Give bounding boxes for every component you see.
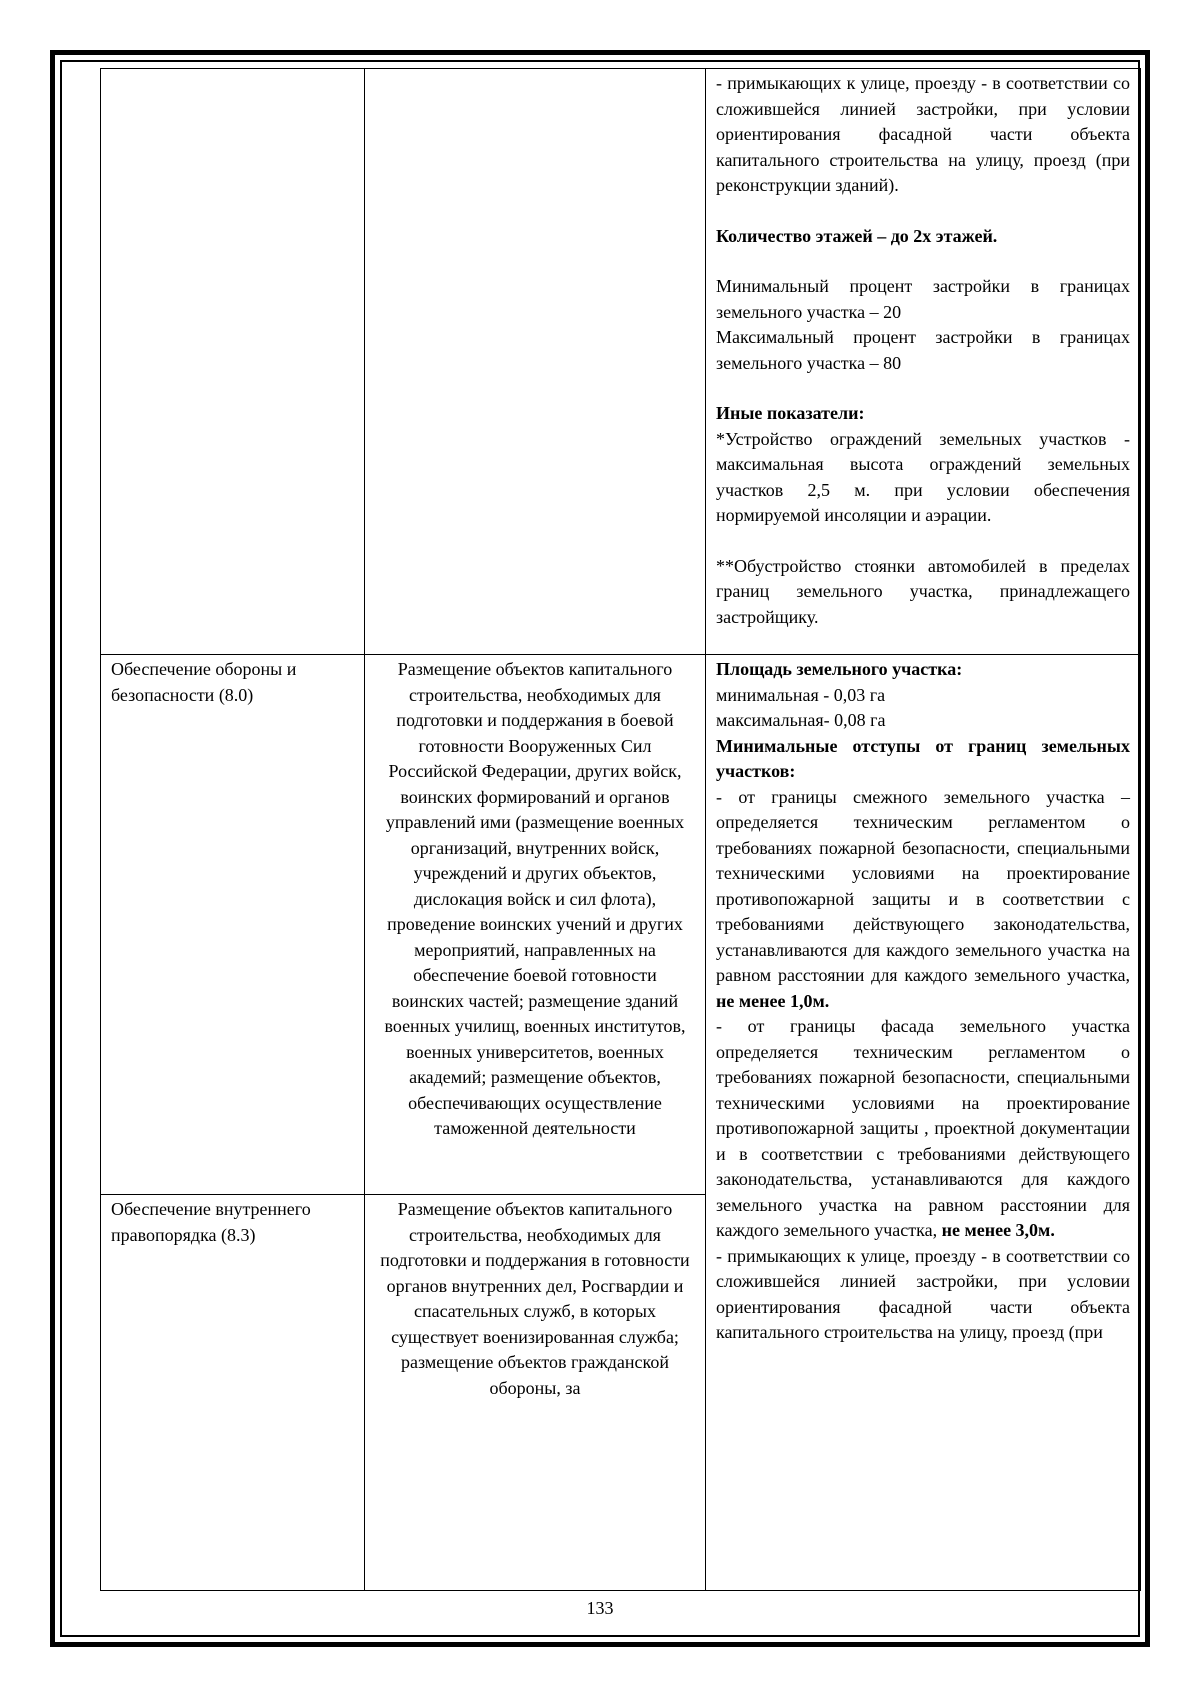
setback-adjacent: - от границы смежного земельного участка – определяется техническим регламентом о требованиях пожарной безопасности, специальными техническими условиями на проектирование противопожарной защиты и в соответствии с требованиями действующего законодательства, устанавливаются для каждого земельного участка на равном расстоянии для каждого земельного участка, не менее 1,0м. [716, 786, 1130, 1011]
description-cell [365, 69, 706, 655]
setback-facade: - от границы фасада земельного участка определяется техническим регламентом о требованиях пожарной безопасности, специальными техническими условиями на проектирование противопожарной защиты , проектной документации и в соответствии с требованиями действующего законодательства, устанавливаются для каждого земельного участка на равном расстоянии для каждого земельного участка, не менее 3,0м. [716, 1016, 1130, 1240]
fence-requirement: *Устройство ограждений земельных участков - максимальная высота ограждений земельных участков 2,5 м. при условии обеспечения нормируемой инсоляции и аэрации. [716, 428, 1130, 525]
area-max: максимальная- 0,08 га [716, 710, 886, 730]
setbacks-title: Минимальные отступы от границ земельных участков: [716, 735, 1130, 781]
description-cell: Размещение объектов капитального строительства, необходимых для подготовки и поддержания в готовности органов внутренних дел, Росгвардии и спасательных служб, в которых существует военизированная служба; размещение объектов гражданской обороны, за [365, 1195, 706, 1591]
table-row [101, 655, 1141, 1195]
area-min: минимальная - 0,03 га [716, 684, 886, 705]
max-building-percent: Максимальный процент застройки в границах земельного участка – 80 [716, 327, 1130, 373]
table-row [101, 69, 1141, 655]
params-cell [706, 655, 1141, 1591]
other-indicators-title: Иные показатели: [716, 403, 865, 423]
page-number: 133 [586, 1598, 614, 1618]
use-cell [101, 69, 365, 655]
description-cell: Размещение объектов капитального строительства, необходимых для подготовки и поддержания в боевой готовности Вооруженных Сил Российской Федерации, других войск, воинских формирований и органов управлений ими (размещение военных организаций, внутренних войск, учреждений и других объектов, дислокация войск и сил флота), проведение воинских учений и других мероприятий, направленных на обеспечение боевой готовности воинских частей; размещение зданий военных училищ, военных институтов, военных университетов, военных академий; размещение объектов, обеспечивающих осуществление таможенной деятельности [365, 655, 706, 1195]
area-title: Площадь земельного участка: [716, 659, 963, 679]
use-cell: Обеспечение внутреннего правопорядка (8.3) [101, 1195, 365, 1591]
params-cell [706, 69, 1141, 655]
floors-limit: Количество этажей – до 2х этажей. [716, 225, 998, 246]
setback-street-continued: - примыкающих к улице, проезду - в соответствии со сложившейся линией застройки, при условии ориентирования фасадной части объекта капитального строительства на улицу, проезд (при реконструкции зданий). [716, 73, 1130, 195]
use-cell: Обеспечение обороны и безопасности (8.0) [101, 655, 365, 1195]
min-building-percent: Минимальный процент застройки в границах земельного участка – 20 [716, 276, 1130, 322]
parking-requirement: **Обустройство стоянки автомобилей в пределах границ земельного участка, принадлежащего застройщику. [716, 555, 1130, 627]
zoning-regulations-table [100, 68, 1141, 1591]
setback-street: - примыкающих к улице, проезду - в соответствии со сложившейся линией застройки, при условии ориентирования фасадной части объекта капитального строительства на улицу, проезд (при [716, 1245, 1130, 1342]
